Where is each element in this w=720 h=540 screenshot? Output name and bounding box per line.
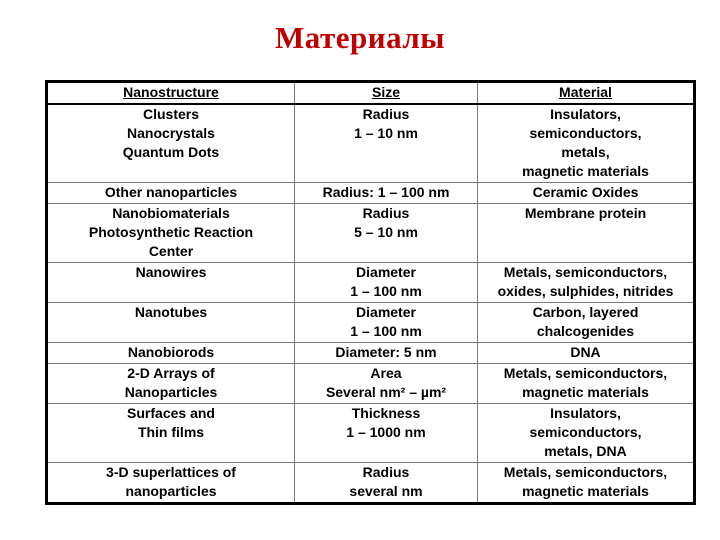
cell-material: Metals, semiconductors, magnetic materials [478, 463, 695, 504]
cell-nanostructure: Surfaces and Thin films [47, 404, 295, 463]
cell-size: Radius 5 – 10 nm [295, 204, 478, 263]
cell-material: DNA [478, 343, 695, 364]
header-nanostructure: Nanostructure [47, 82, 295, 105]
cell-material: Ceramic Oxides [478, 183, 695, 204]
cell-material: Metals, semiconductors, magnetic materials [478, 364, 695, 404]
table-row [47, 404, 695, 463]
cell-size: Diameter: 5 nm [295, 343, 478, 364]
header-material: Material [478, 82, 695, 105]
cell-size: Radius 1 – 10 nm [295, 104, 478, 183]
table-row [47, 303, 695, 343]
cell-material: Membrane protein [478, 204, 695, 263]
cell-nanostructure: Clusters Nanocrystals Quantum Dots [47, 104, 295, 183]
cell-material: Insulators, semiconductors, metals, magnetic materials [478, 104, 695, 183]
cell-nanostructure: Nanobiorods [47, 343, 295, 364]
table-row [47, 104, 695, 183]
cell-material: Insulators, semiconductors, metals, DNA [478, 404, 695, 463]
table-row [47, 364, 695, 404]
cell-nanostructure: 2-D Arrays of Nanoparticles [47, 364, 295, 404]
cell-material: Carbon, layered chalcogenides [478, 303, 695, 343]
header-size: Size [295, 82, 478, 105]
cell-nanostructure: 3-D superlattices of nanoparticles [47, 463, 295, 504]
cell-size: Diameter 1 – 100 nm [295, 263, 478, 303]
table-row [47, 343, 695, 364]
cell-size: Diameter 1 – 100 nm [295, 303, 478, 343]
cell-size: Radius several nm [295, 463, 478, 504]
cell-material: Metals, semiconductors, oxides, sulphides, nitrides [478, 263, 695, 303]
cell-size: Area Several nm² – µm² [295, 364, 478, 404]
table-row [47, 183, 695, 204]
nanostructure-table [45, 80, 696, 505]
cell-nanostructure: Nanobiomaterials Photosynthetic Reaction Center [47, 204, 295, 263]
table-row [47, 263, 695, 303]
table-row [47, 204, 695, 263]
cell-nanostructure: Nanotubes [47, 303, 295, 343]
slide-title: Материалы [275, 20, 445, 55]
cell-nanostructure: Other nanoparticles [47, 183, 295, 204]
cell-size: Radius: 1 – 100 nm [295, 183, 478, 204]
table-row [47, 463, 695, 504]
cell-size: Thickness 1 – 1000 nm [295, 404, 478, 463]
cell-nanostructure: Nanowires [47, 263, 295, 303]
table-header-row [47, 82, 695, 105]
